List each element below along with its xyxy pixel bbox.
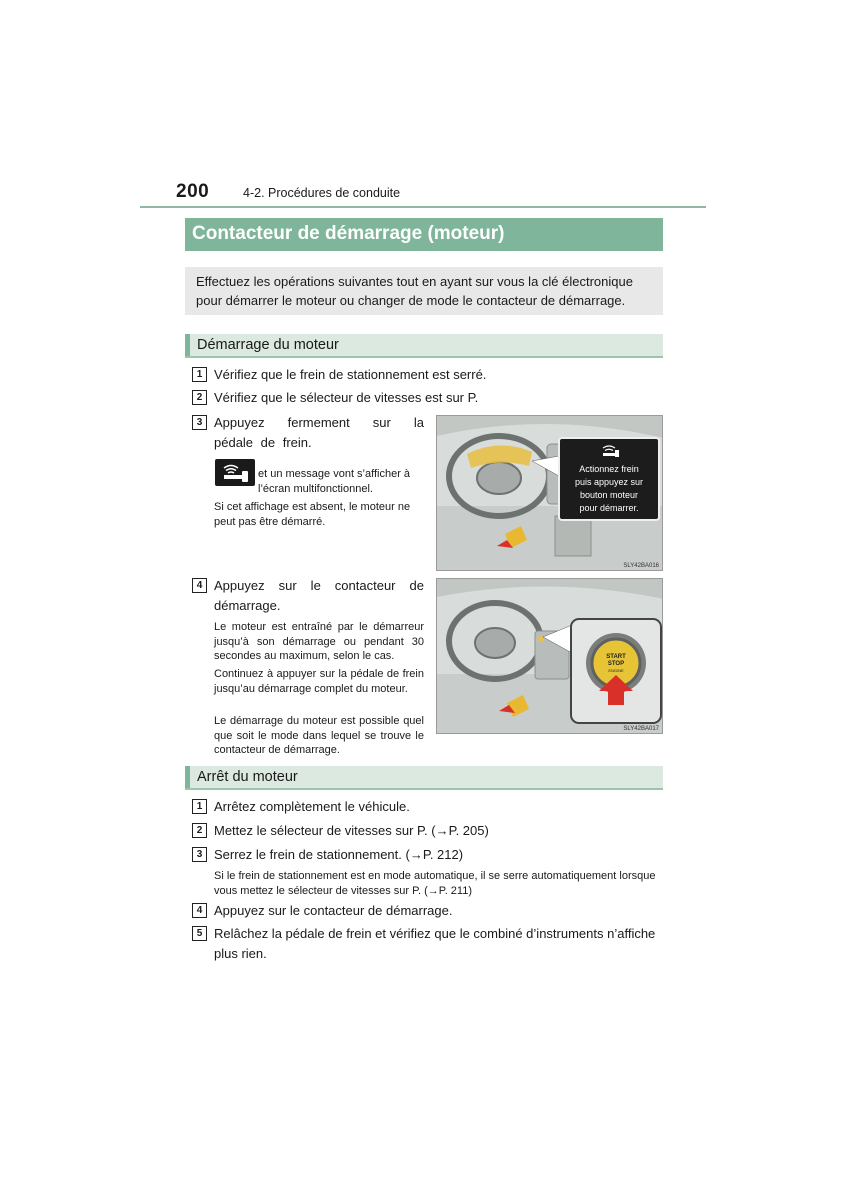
image-code: SLY42BA016 [623, 563, 659, 569]
step-text: Relâchez la pédale de frein et vérifiez que le combiné d’instruments n’affiche plus rien. [214, 926, 656, 961]
step-number: 1 [192, 367, 207, 382]
section-heading-arret [185, 766, 663, 790]
step-text: Appuyez fermement sur la pédale de frein. [214, 415, 424, 450]
step-text: Arrêtez complètement le véhicule. [214, 799, 410, 814]
step-text: Serrez le frein de stationnement. (→P. 212) [214, 847, 464, 862]
step-number: 2 [192, 390, 207, 405]
step-number: 3 [192, 415, 207, 430]
smart-key-indicator-icon [215, 459, 255, 486]
section-heading-text: Démarrage du moteur [197, 337, 339, 353]
image-code: SLY42BA017 [623, 726, 659, 732]
step-text: Vérifiez que le frein de stationnement est serré. [214, 367, 487, 382]
display-message-line: puis appuyez sur [574, 477, 644, 487]
button-label-engine: ENGINE [608, 668, 624, 673]
step-text: Appuyez sur le contacteur de démarrage. [214, 578, 424, 613]
step-text: Vérifiez que le sélecteur de vitesses est sur P. [214, 390, 479, 405]
step-note [258, 467, 426, 496]
intro-text: Effectuez les opérations suivantes tout en ayant sur vous la clé électronique pour démarrer le moteur ou changer de mode le contacteur de démarrage. [196, 274, 633, 308]
illustration-start-button [436, 578, 663, 734]
step-note: Le moteur est entraîné par le démarreur jusqu’à son démarrage ou pendant 30 secondes au maximum, selon le cas. [214, 621, 424, 662]
display-message-line: bouton moteur [579, 490, 639, 500]
start-button-illustration [437, 579, 663, 734]
button-label-start: START [606, 654, 626, 660]
header-rule [140, 206, 706, 208]
section-title-bar [185, 218, 663, 251]
intro-box [185, 267, 663, 315]
step-note: Si cet affichage est absent, le moteur ne peut pas être démarré. [214, 501, 411, 528]
section-heading-demarrage [185, 334, 663, 358]
step-note: Continuez à appuyer sur la pédale de frein jusqu’au démarrage complet du moteur. [214, 668, 424, 695]
display-message-line: Actionnez frein [579, 464, 639, 474]
button-label-stop: STOP [607, 661, 625, 667]
step-text: Mettez le sélecteur de vitesses sur P. (→P. 205) [214, 823, 489, 838]
step-number: 1 [192, 799, 207, 814]
page-title: Contacteur de démarrage (moteur) [192, 223, 505, 244]
step-note-text: et un message vont s’afficher à l’écran multifonctionnel. [258, 468, 411, 495]
illustration-brake-pedal [436, 415, 663, 571]
cockpit-illustration [437, 416, 663, 571]
step-number: 4 [192, 903, 207, 918]
step-text: Appuyez sur le contacteur de démarrage. [214, 903, 453, 918]
section-heading-text: Arrêt du moteur [197, 769, 298, 785]
step-number: 2 [192, 823, 207, 838]
step-number: 3 [192, 847, 207, 862]
step-note: Si le frein de stationnement est en mode automatique, il se serre automatiquement lorsque vous mettez le sélecteur de vitesses sur P. (→P. 211) [214, 870, 656, 897]
display-message-line: pour démarrer. [579, 503, 639, 513]
chapter-title: 4-2. Procédures de conduite [243, 186, 401, 200]
step-note: Le démarrage du moteur est possible quel que soit le mode dans lequel se trouve le contacteur de démarrage. [214, 715, 424, 756]
page-number: 200 [176, 181, 210, 202]
step-number: 4 [192, 578, 207, 593]
step-number: 5 [192, 926, 207, 941]
